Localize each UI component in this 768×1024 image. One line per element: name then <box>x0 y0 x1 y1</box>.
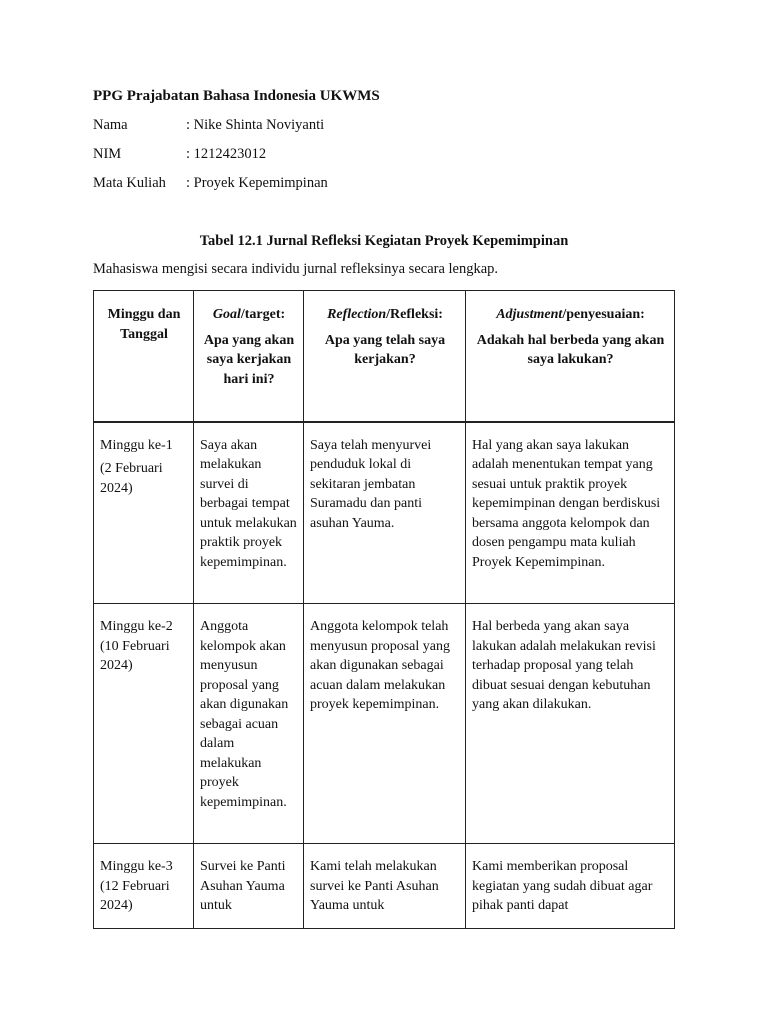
reflection-journal-table <box>93 290 675 929</box>
cell-goal: Saya akan melakukan survei di berbagai tempat untuk melakukan praktik proyek kepemimpinan. <box>194 422 304 604</box>
cell-week-date <box>94 422 194 604</box>
page-title: PPG Prajabatan Bahasa Indonesia UKWMS <box>93 88 380 104</box>
info-label: Mata Kuliah <box>93 175 166 191</box>
header-goal-title <box>200 305 298 325</box>
instruction-text: Mahasiswa mengisi secara individu jurnal refleksinya secara lengkap. <box>93 261 499 277</box>
cell-week-date <box>94 604 194 844</box>
table-row <box>94 422 675 604</box>
info-row-nim <box>93 146 266 163</box>
info-value: : Proyek Kepemimpinan <box>186 175 328 191</box>
info-label: NIM <box>93 146 122 162</box>
cell-adjustment: Hal yang akan saya lakukan adalah menentukan tempat yang sesuai untuk praktik proyek kepemimpinan dengan berdiskusi bersama anggota kelompok dan dosen pengampu mata kuliah Proyek Kepemimpinan. <box>466 422 675 604</box>
info-value: : 1212423012 <box>186 146 267 162</box>
cell-adjustment: Hal berbeda yang akan saya lakukan adalah melakukan revisi terhadap proposal yang telah dibuat sesuai dengan kebutuhan yang akan dilakukan. <box>466 604 675 844</box>
header-adjustment-title <box>472 305 669 325</box>
cell-goal: Survei ke Panti Asuhan Yauma untuk <box>194 844 304 929</box>
cell-adjustment: Kami memberikan proposal kegiatan yang sudah dibuat agar pihak panti dapat <box>466 844 675 929</box>
header-week-date <box>94 291 194 422</box>
header-reflection-title <box>310 305 460 325</box>
table-row <box>94 604 675 844</box>
table-header-row <box>94 291 675 422</box>
cell-week-date <box>94 844 194 929</box>
date-label: (2 Februari 2024) <box>100 461 163 496</box>
info-value: : Nike Shinta Noviyanti <box>186 117 325 133</box>
cell-reflection: Saya telah menyurvei penduduk lokal di sekitaran jembatan Suramadu dan panti asuhan Yauma. <box>304 422 466 604</box>
table-row <box>94 844 675 929</box>
cell-reflection: Anggota kelompok telah menyusun proposal yang akan digunakan sebagai acuan dalam melakukan proyek kepemimpinan. <box>304 604 466 844</box>
week-label: Minggu ke-2 <box>100 619 173 634</box>
cell-goal: Anggota kelompok akan menyusun proposal yang akan digunakan sebagai acuan dalam melakukan proyek kepemimpinan. <box>194 604 304 844</box>
header-reflection-question: Apa yang telah saya kerjakan? <box>324 332 446 367</box>
header-adjustment-question: Adakah hal berbeda yang akan saya lakukan? <box>476 332 665 367</box>
header-goal-question: Apa yang akan saya kerjakan hari ini? <box>203 332 295 387</box>
header-reflection-italic: Reflection <box>327 307 387 322</box>
header-reflection-rest: /Refleksi: <box>386 307 443 322</box>
week-label: Minggu ke-1 <box>100 437 173 453</box>
cell-reflection: Kami telah melakukan survei ke Panti Asuhan Yauma untuk <box>304 844 466 929</box>
header-week-date-label: Minggu dan Tanggal <box>107 307 181 342</box>
date-label: (12 Februari 2024) <box>100 878 170 913</box>
date-label: (10 Februari 2024) <box>100 638 170 673</box>
header-adjustment-rest: /penyesuaian: <box>562 307 645 322</box>
header-adjustment <box>466 291 675 422</box>
header-goal-rest: /target: <box>240 307 286 322</box>
info-row-nama <box>93 117 324 134</box>
header-reflection <box>304 291 466 422</box>
table-caption: Tabel 12.1 Jurnal Refleksi Kegiatan Proyek Kepemimpinan <box>199 233 569 249</box>
header-goal-italic: Goal <box>212 307 241 322</box>
week-label: Minggu ke-3 <box>100 859 173 874</box>
header-adjustment-italic: Adjustment <box>496 307 563 322</box>
header-goal <box>194 291 304 422</box>
info-row-mata-kuliah <box>93 175 328 192</box>
info-label: Nama <box>93 117 128 133</box>
